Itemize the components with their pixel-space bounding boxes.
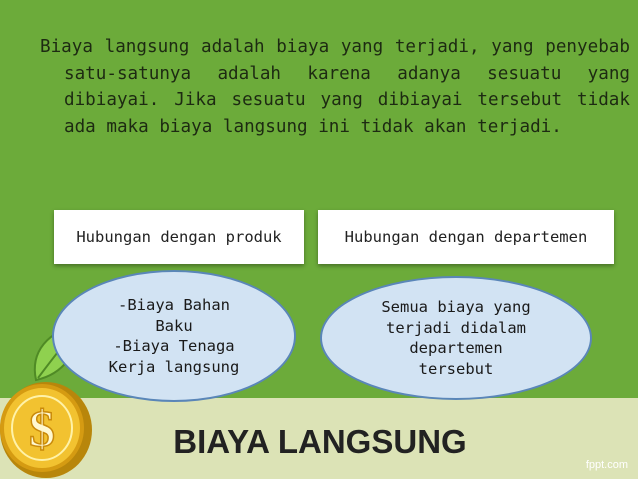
department-cost-line: tersebut	[418, 359, 494, 378]
department-cost-line: departemen	[409, 339, 503, 357]
product-cost-line: -Biaya Tenaga	[113, 337, 235, 355]
slide-title: BIAYA LANGSUNG	[173, 423, 467, 460]
relation-product-label: Hubungan dengan produk	[76, 228, 282, 246]
relation-department-label: Hubungan dengan departemen	[344, 228, 588, 246]
body-paragraph: Biaya langsung adalah biaya yang terjadi, yang penyebab satu-satunya adalah karena adanya sesuatu yang dibiayai. Jika sesuatu yang dibiayai tersebut tidak ada maka biaya langsung ini tidak akan terjadi.	[40, 37, 630, 137]
product-cost-line: Baku	[155, 316, 193, 335]
relation-department-box	[318, 210, 614, 264]
dollar-coin-icon	[0, 378, 100, 479]
relation-product-box	[54, 210, 304, 264]
footer-brand: fppt.com	[585, 459, 628, 471]
department-cost-line: Semua biaya yang	[381, 298, 531, 316]
department-cost-line: terjadi didalam	[386, 318, 526, 337]
department-costs-ellipse	[320, 276, 592, 400]
product-cost-line: -Biaya Bahan	[118, 296, 230, 314]
product-cost-line: Kerja langsung	[108, 357, 240, 376]
svg-text:$: $	[29, 401, 55, 458]
